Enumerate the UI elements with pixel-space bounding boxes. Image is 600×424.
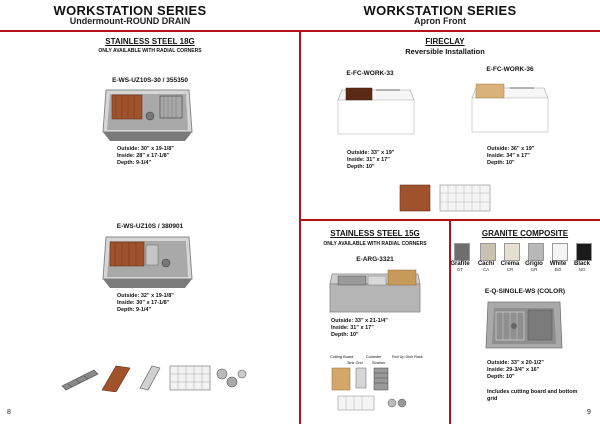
colander-image	[356, 368, 366, 388]
swatch-crema	[504, 243, 520, 261]
swatch-name: White	[549, 261, 567, 267]
section-title-granite: GRANITE COMPOSITE	[481, 229, 569, 238]
steel-15g-accessories-image	[330, 366, 430, 414]
swatch-grafite	[454, 243, 470, 261]
swatch-code: GR	[530, 267, 538, 272]
swatch-code: CR	[506, 267, 514, 272]
spec-outside: Outside: 33" x 20-1/2"	[487, 360, 544, 366]
accessories-image	[60, 362, 270, 392]
spec-inside: Inside: 28" x 17-1/8"	[117, 153, 170, 159]
spec-outside: Outside: 33" x 21-1/4"	[331, 318, 388, 324]
spec-outside: Outside: 32" x 19-1/8"	[117, 293, 174, 299]
swatch-name: Black	[573, 261, 590, 267]
product-model: E-FC-WORK-33	[346, 70, 394, 77]
page-divider	[299, 30, 301, 424]
accessory-label: Sink Grid	[347, 361, 363, 365]
section-title-steel-18g: STAINLESS STEEL 18G	[105, 37, 195, 46]
sink-image-uz10s	[100, 233, 195, 290]
product-specs	[347, 150, 394, 171]
steel-15g-sink-image	[328, 266, 423, 316]
spec-outside: Outside: 33" x 19"	[347, 150, 395, 156]
right-column-divider	[449, 219, 451, 424]
swatch-white	[552, 243, 568, 261]
swatch-black	[576, 243, 592, 261]
sink-grid-image	[338, 396, 374, 410]
product-specs	[487, 146, 534, 167]
swatch-name: Grafite	[450, 261, 470, 267]
cutting-board-image	[102, 366, 130, 392]
swatch-name: Cachi	[477, 261, 495, 267]
color-swatches	[450, 243, 598, 285]
swatch-grigio	[528, 243, 544, 261]
spec-depth: Depth: 10"	[487, 160, 515, 166]
granite-sink-image	[484, 298, 564, 354]
swatch-code: CA	[482, 267, 490, 272]
section-title-fireclay: FIRECLAY	[425, 37, 465, 46]
fireclay-sink-33-image	[336, 80, 416, 140]
roll-up-rack-image	[374, 368, 388, 390]
spec-inside: Inside: 31" x 17"	[347, 157, 390, 163]
strainer-image	[388, 399, 406, 407]
swatch-cachi	[480, 243, 496, 261]
page-number-right: 9	[587, 409, 591, 416]
section-title-steel-15g: STAINLESS STEEL 15G	[330, 229, 420, 238]
spec-inside: Inside: 30" x 17-1/8"	[117, 300, 170, 306]
spec-inside: Inside: 34" x 17"	[487, 153, 530, 159]
right-page-title: WORKSTATION SERIES	[363, 3, 517, 18]
spec-inside: Inside: 31" x 17"	[331, 325, 374, 331]
product-model: E-WS-UZ10S / 380901	[116, 223, 184, 230]
swatch-name: Crema	[500, 261, 520, 267]
drain-strainer-image	[217, 369, 246, 387]
product-specs	[117, 293, 174, 314]
spec-depth: Depth: 10"	[331, 332, 359, 338]
accessory-label: Strainer	[372, 361, 386, 365]
colander-image	[140, 366, 160, 390]
swatch-code: GT	[456, 267, 464, 272]
accessory-label: Colander	[366, 355, 382, 359]
section-note-radial: ONLY AVAILABLE WITH RADIAL CORNERS	[323, 241, 427, 247]
cutting-board-image	[400, 185, 430, 211]
swatch-code: NO	[578, 267, 586, 272]
swatch-name: Grigio	[525, 261, 543, 267]
accessory-label: Roll Up Dish Rack	[392, 355, 423, 359]
product-specs	[117, 146, 174, 167]
accessory-label: Cutting Board	[330, 355, 354, 359]
spec-depth: Depth: 10"	[487, 374, 515, 380]
product-model: E-Q-SINGLE-WS (COLOR)	[484, 288, 566, 295]
section-note-radial: ONLY AVAILABLE WITH RADIAL CORNERS	[98, 48, 202, 54]
sink-image-uz10s-30	[100, 86, 195, 143]
spec-outside: Outside: 30" x 19-1/8"	[117, 146, 174, 152]
left-page-subtitle: Undermount-ROUND DRAIN	[69, 16, 191, 26]
spec-inside: Inside: 29-3/4" x 16"	[487, 367, 540, 373]
swatch-code: BO	[554, 267, 562, 272]
granite-includes-note: Includes cutting board and bottom grid	[487, 389, 578, 402]
product-specs	[331, 318, 388, 339]
bottom-grid-image	[170, 366, 210, 390]
roll-up-rack-image	[62, 370, 98, 390]
spec-outside: Outside: 36" x 19"	[487, 146, 535, 152]
fireclay-sink-36-image	[470, 78, 550, 138]
bottom-grid-image	[440, 185, 490, 211]
cutting-board-image	[332, 368, 350, 390]
section-subtitle-fireclay: Reversible Installation	[405, 47, 485, 56]
product-specs	[487, 360, 544, 381]
spec-depth: Depth: 10"	[347, 164, 375, 170]
left-page-title: WORKSTATION SERIES	[53, 3, 207, 18]
spec-depth: Depth: 9-1/4"	[117, 160, 152, 166]
right-page-subtitle: Apron Front	[414, 16, 466, 26]
fireclay-accessories-image	[398, 183, 498, 213]
spec-depth: Depth: 9-1/4"	[117, 307, 152, 313]
product-model: E-ARG-3321	[356, 256, 394, 263]
product-model: E-WS-UZ10S-30 / 355350	[112, 77, 188, 84]
page-number-left: 8	[7, 409, 11, 416]
product-model: E-FC-WORK-36	[486, 66, 534, 73]
